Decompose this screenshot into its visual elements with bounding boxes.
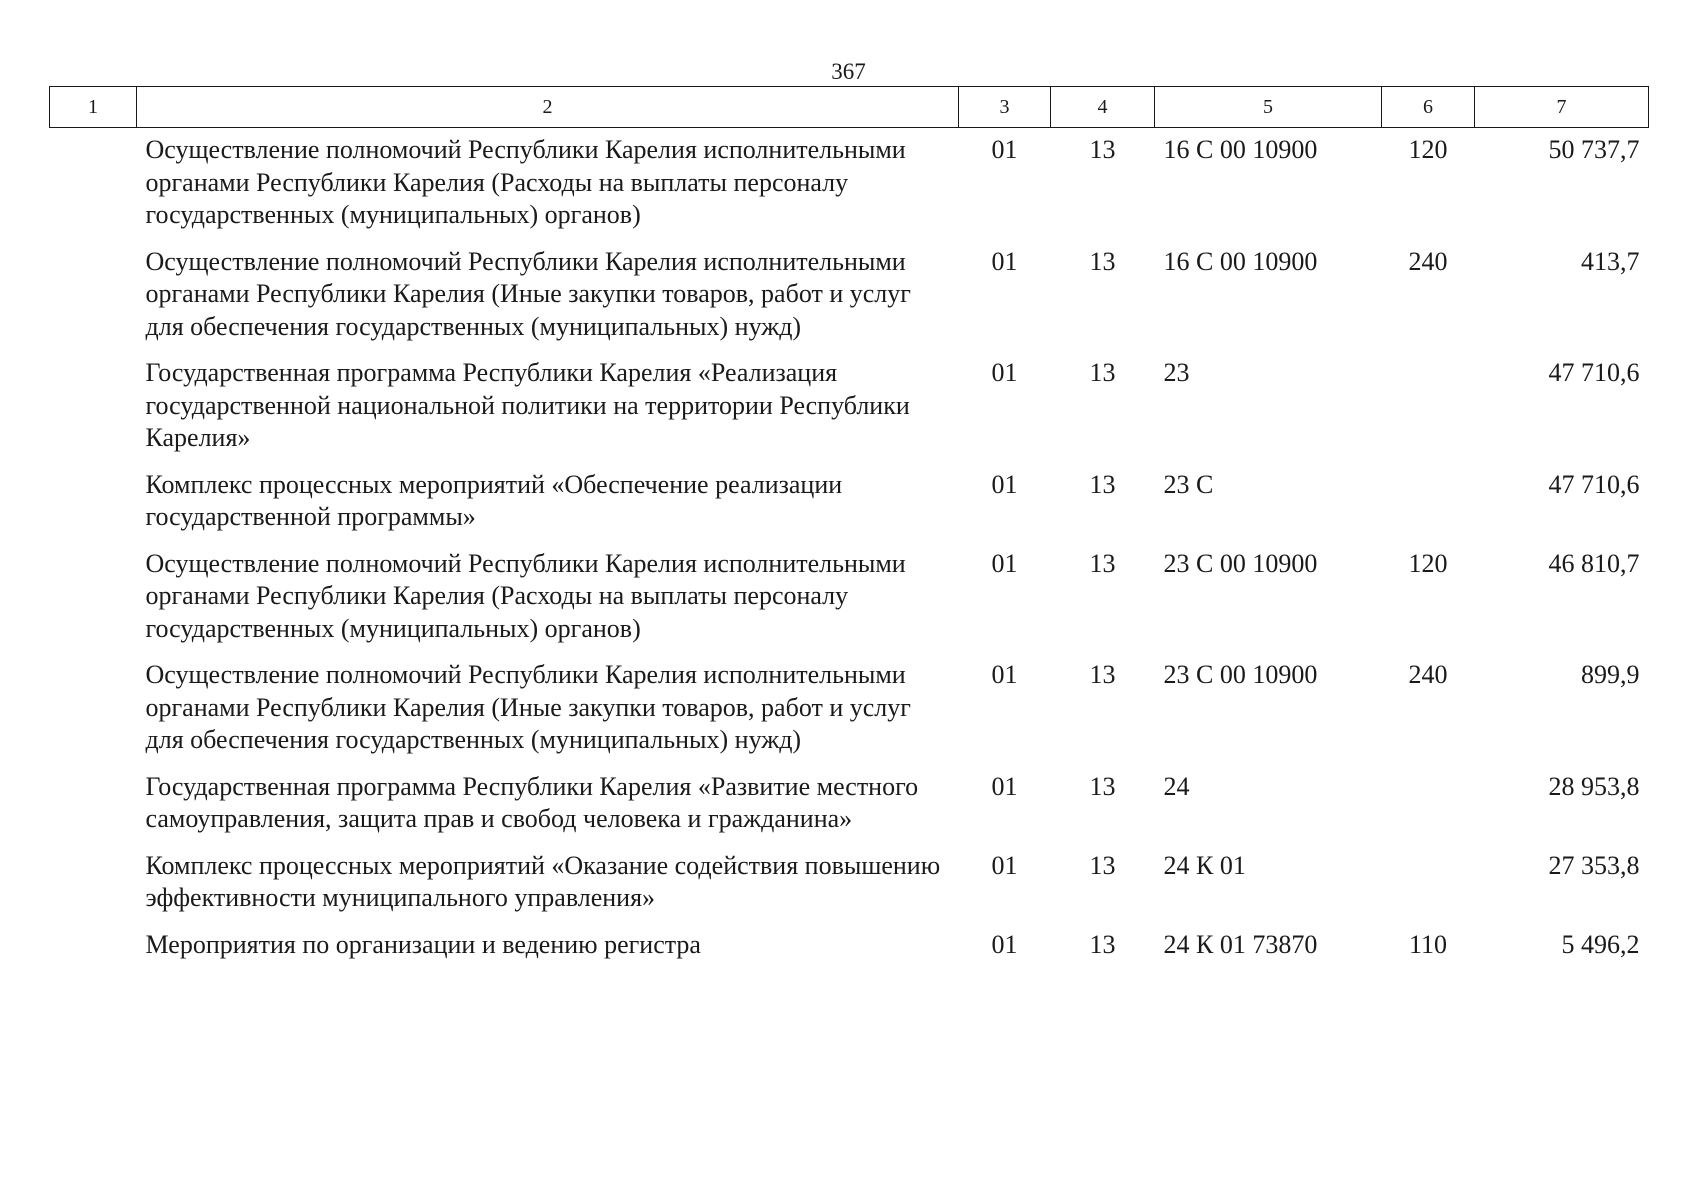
expense-type-cell: 110 xyxy=(1408,929,1448,959)
amount-cell: 46 810,7 xyxy=(1548,548,1640,578)
table-row xyxy=(50,238,1649,350)
amount-cell: 28 953,8 xyxy=(1548,771,1640,801)
section-code-cell: 01 xyxy=(991,929,1018,959)
table-header xyxy=(50,87,1649,128)
table-row xyxy=(50,349,1649,461)
target-article-cell: 23 С xyxy=(1163,469,1214,499)
subsection-code-cell: 13 xyxy=(1089,135,1116,164)
budget-table xyxy=(49,86,1649,967)
row-index-cell xyxy=(50,540,137,652)
column-header-5: 5 xyxy=(1155,87,1382,128)
subsection-code-cell: 13 xyxy=(1089,548,1116,578)
amount-cell: 47 710,6 xyxy=(1548,358,1640,387)
table-row xyxy=(50,461,1649,540)
expense-type-cell: 120 xyxy=(1408,548,1448,578)
column-header-1: 1 xyxy=(50,87,137,128)
column-header-4: 4 xyxy=(1051,87,1155,128)
amount-cell: 47 710,6 xyxy=(1548,469,1640,499)
row-index-cell xyxy=(50,349,137,461)
column-header-7: 7 xyxy=(1475,87,1649,128)
expense-type-cell xyxy=(1382,763,1475,842)
section-code-cell: 01 xyxy=(991,850,1018,880)
expense-name-cell: Государственная программа Республики Карелия «Реализация государственной национальной политики на территории Республики Карелия» xyxy=(145,358,910,452)
expense-name-cell: Государственная программа Республики Карелия «Развитие местного самоуправления, защита прав и свобод человека и гражданина» xyxy=(145,771,919,833)
expense-name-cell: Осуществление полномочий Республики Карелия исполнительными органами Республики Карелия (Расходы на выплаты персоналу государственных (муниципальных) органов) xyxy=(145,548,906,643)
target-article-cell: 16 С 00 10900 xyxy=(1163,135,1318,164)
target-article-cell: 24 К 01 xyxy=(1163,850,1246,880)
expense-name-cell: Комплекс процессных мероприятий «Обеспечение реализации государственной программы» xyxy=(145,469,843,531)
expense-type-cell: 240 xyxy=(1408,246,1448,276)
subsection-code-cell: 13 xyxy=(1089,929,1116,959)
table-row xyxy=(50,763,1649,842)
section-code-cell: 01 xyxy=(991,135,1018,164)
row-index-cell xyxy=(50,842,137,921)
row-index-cell xyxy=(50,461,137,540)
column-header-3: 3 xyxy=(959,87,1051,128)
subsection-code-cell: 13 xyxy=(1089,469,1116,499)
amount-cell: 5 496,2 xyxy=(1561,929,1640,959)
table-body xyxy=(50,128,1649,968)
column-header-6: 6 xyxy=(1382,87,1475,128)
table-row xyxy=(50,921,1649,968)
section-code-cell: 01 xyxy=(991,469,1018,499)
page-number: 367 xyxy=(831,59,866,84)
subsection-code-cell: 13 xyxy=(1089,771,1116,801)
section-code-cell: 01 xyxy=(991,246,1018,276)
target-article-cell: 24 К 01 73870 xyxy=(1163,929,1318,959)
expense-name-cell: Осуществление полномочий Республики Карелия исполнительными органами Республики Карелия (Иные закупки товаров, работ и услуг для обеспечения государственных (муниципальных) нужд) xyxy=(145,660,911,754)
column-header-2: 2 xyxy=(137,87,959,128)
amount-cell: 899,9 xyxy=(1581,660,1640,689)
target-article-cell: 23 xyxy=(1163,358,1190,387)
expense-type-cell xyxy=(1382,349,1475,461)
expense-name-cell: Мероприятия по организации и ведению регистра xyxy=(145,929,701,959)
target-article-cell: 16 С 00 10900 xyxy=(1163,246,1318,276)
subsection-code-cell: 13 xyxy=(1089,850,1116,880)
subsection-code-cell: 13 xyxy=(1089,246,1116,276)
expense-type-cell xyxy=(1382,842,1475,921)
expense-type-cell xyxy=(1382,461,1475,540)
subsection-code-cell: 13 xyxy=(1089,660,1116,689)
expense-name-cell: Осуществление полномочий Республики Карелия исполнительными органами Республики Карелия (Расходы на выплаты персоналу государственных (муниципальных) органов) xyxy=(145,135,906,229)
target-article-cell: 24 xyxy=(1163,771,1190,801)
expense-name-cell: Комплекс процессных мероприятий «Оказание содействия повышению эффективности муниципального управления» xyxy=(145,850,941,912)
row-index-cell xyxy=(50,128,137,238)
table-row xyxy=(50,651,1649,763)
section-code-cell: 01 xyxy=(991,660,1018,689)
row-index-cell xyxy=(50,238,137,350)
table-row xyxy=(50,842,1649,921)
target-article-cell: 23 С 00 10900 xyxy=(1163,548,1318,578)
header-row xyxy=(50,87,1649,128)
amount-cell: 27 353,8 xyxy=(1548,850,1640,880)
section-code-cell: 01 xyxy=(991,548,1018,578)
section-code-cell: 01 xyxy=(991,358,1018,387)
expense-name-cell: Осуществление полномочий Республики Карелия исполнительными органами Республики Карелия (Иные закупки товаров, работ и услуг для обеспечения государственных (муниципальных) нужд) xyxy=(145,246,911,341)
section-code-cell: 01 xyxy=(991,771,1018,801)
table-row xyxy=(50,128,1649,238)
amount-cell: 413,7 xyxy=(1581,246,1640,276)
row-index-cell xyxy=(50,763,137,842)
target-article-cell: 23 С 00 10900 xyxy=(1163,660,1318,689)
expense-type-cell: 120 xyxy=(1408,135,1448,164)
subsection-code-cell: 13 xyxy=(1089,358,1116,387)
row-index-cell xyxy=(50,921,137,968)
expense-type-cell: 240 xyxy=(1408,660,1448,689)
row-index-cell xyxy=(50,651,137,763)
amount-cell: 50 737,7 xyxy=(1548,135,1640,164)
table-row xyxy=(50,540,1649,652)
